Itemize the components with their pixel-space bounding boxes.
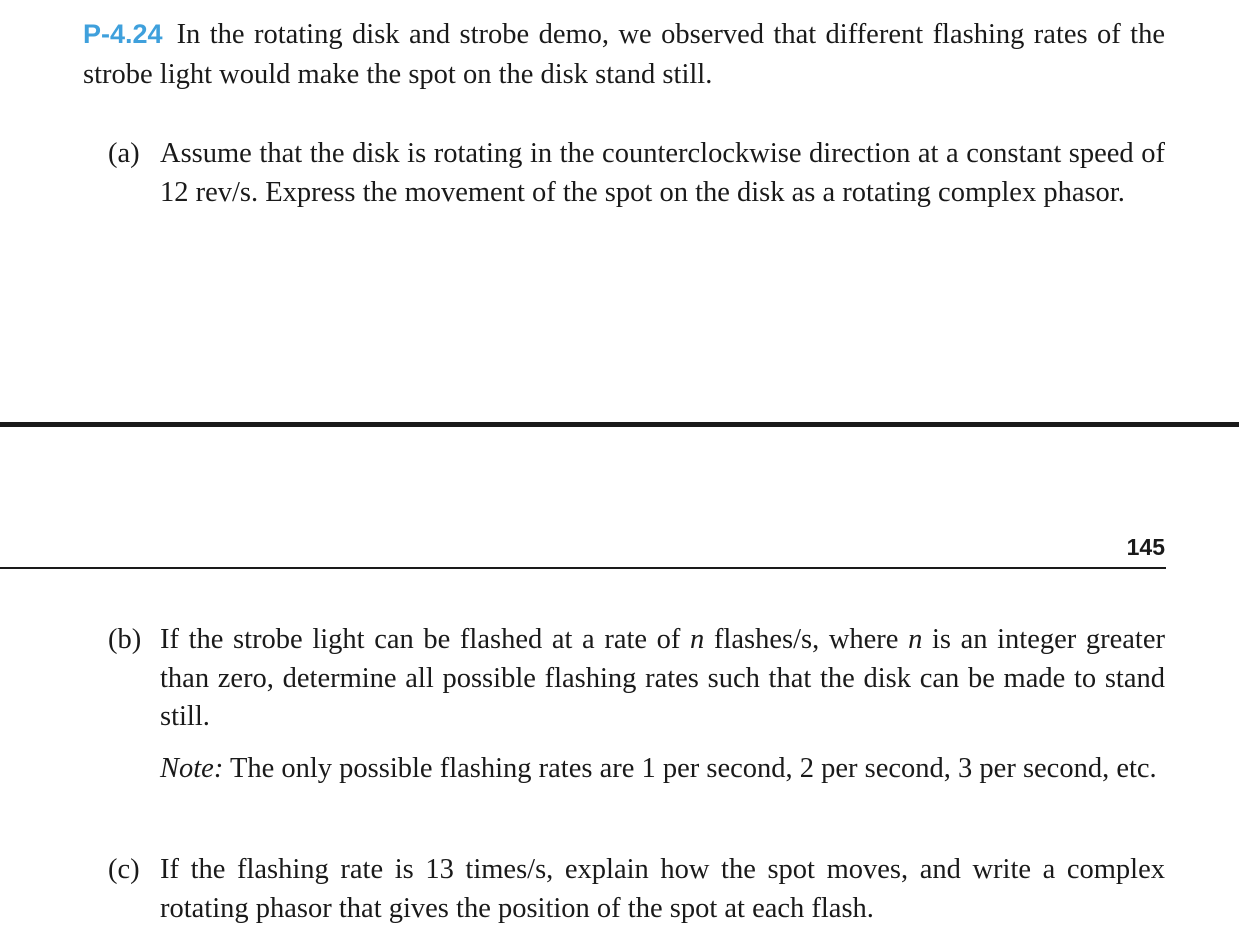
part-b-text-segment: is an integer greater than zero, determine all possible flashing rates such that the disk can be made to stand still. bbox=[160, 624, 1165, 732]
part-c-text: If the flashing rate is 13 times/s, explain how the spot moves, and write a complex rotating phasor that gives the position of the spot at each flash. bbox=[160, 854, 1165, 924]
page-number: 145 bbox=[1126, 534, 1165, 560]
part-c bbox=[108, 851, 1165, 928]
note bbox=[160, 750, 1165, 789]
page-header-rule bbox=[0, 567, 1166, 569]
note-text: The only possible flashing rates are 1 per second, 2 per second, 3 per second, etc. bbox=[223, 753, 1157, 784]
variable-n: n bbox=[908, 624, 923, 655]
page-break-rule bbox=[0, 422, 1239, 427]
part-b-text bbox=[160, 621, 1165, 737]
part-a-label: (a) bbox=[108, 138, 140, 169]
part-c-label: (c) bbox=[108, 854, 140, 885]
part-b bbox=[108, 621, 1165, 737]
note-label: Note: bbox=[160, 753, 224, 784]
part-b-text-segment: If the strobe light can be flashed at a rate of bbox=[160, 624, 691, 655]
problem-number: P-4.24 bbox=[83, 19, 163, 49]
part-b-label: (b) bbox=[108, 624, 142, 655]
part-a-text: Assume that the disk is rotating in the counterclockwise direction at a constant speed of 12 rev/s. Express the movement of the spot on the disk as a rotating complex phasor. bbox=[160, 138, 1165, 208]
problem-intro-text: In the rotating disk and strobe demo, we observed that different flashing rates of the strobe light would make the spot on the disk stand still. bbox=[83, 19, 1165, 90]
part-a bbox=[108, 135, 1165, 212]
problem-statement bbox=[83, 14, 1165, 95]
part-b-text-segment: flashes/s, where bbox=[704, 624, 909, 655]
variable-n: n bbox=[690, 624, 705, 655]
